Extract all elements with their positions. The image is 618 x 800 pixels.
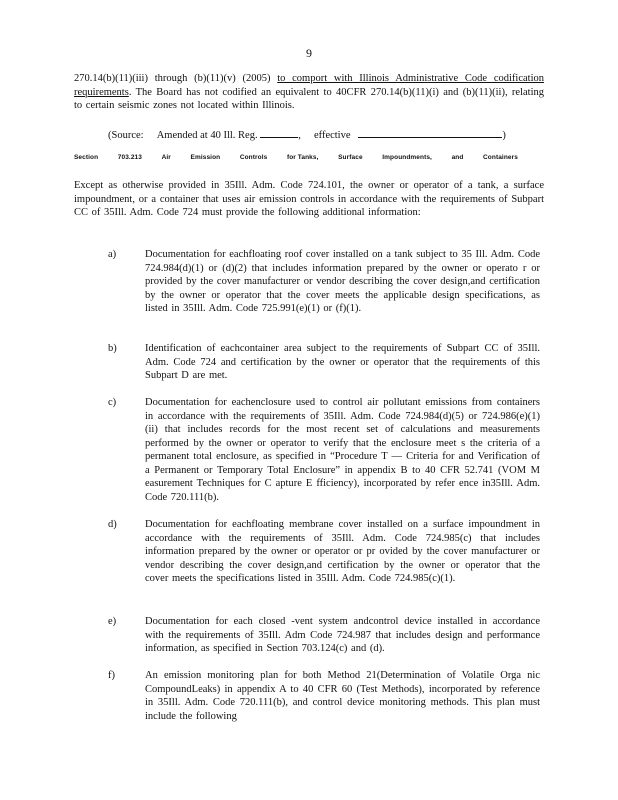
item-label: a): [108, 249, 117, 260]
heading-word: Air: [161, 154, 171, 161]
intro-underlined-text: to comport with Illinois Administrative Code codification requirements: [74, 73, 544, 98]
source-amended: Amended at 40 Ill. Reg.: [156, 130, 258, 141]
heading-word: Containers: [483, 154, 518, 161]
item-text: Documentation for eachenclosure used to control air pollutant emissions from containers in accordance with the requirements of 35Ill. Adm. Code 724.984(d)(5) or 724.986(e)(1)(ii) that includes records for the most recent set of calculations and measurements performed by the owner or operator to verify that the enclosure meet s the criteria of a permanent total enclosure, as specified in “Procedure T — Criteria for and Verification of a Permanent or Temporary Total Enclosure” in appendix B to 40 CFR 52.741 (VOM M easurement Techniques for C apture E fficiency), incorporated by refer ence in35Ill. Adm. Code 720.111(b).: [145, 397, 540, 503]
item-text: Identification of eachcontainer area subject to the requirements of Subpart CC of 35Ill. Adm. Code 724 and certification by the owner or operator that the requirements of this Subpart D are met.: [145, 343, 540, 381]
page-number: 9: [306, 46, 312, 60]
heading-word: Surface: [338, 154, 363, 161]
intro-text-end: . The Board has not codified an equivalent to 40CFR 270.14(b)(11)(i) and (b)(11)(ii), relating to certain seismic zones not located within Illinois.: [74, 86, 544, 111]
section-number: 703.213: [117, 154, 142, 161]
heading-word: Controls: [239, 154, 268, 161]
section-heading: [74, 154, 518, 161]
item-label: b): [108, 343, 117, 354]
intro-paragraph: [74, 72, 544, 113]
item-text: Documentation for eachfloating membrane cover installed on a surface impoundment in accordance with the requirements of 35Ill. Adm. Code 724.985(c) that includes information prepared by the owner or operator or pr ovided by the cover manufacturer or vendor describing the cover design,and certification by the owner or operator that the cover meets the specifications listed in 35Ill. Adm. Code 724.985(c)(1).: [145, 519, 540, 584]
item-label: d): [108, 519, 117, 530]
source-note: [108, 127, 506, 141]
item-text: An emission monitoring plan for both Method 21(Determination of Volatile Orga nic CompoundLeaks) in appendix A to 40 CFR 60 (Test Methods), incorporated by reference in 35Ill. Adm. Code 720.111(b), and control device monitoring methods. This plan must include the following: [145, 670, 540, 722]
register-blank: [260, 127, 298, 138]
item-text: Documentation for eachfloating roof cover installed on a tank subject to 35 Ill. Adm. Code 724.984(d)(1) or (d)(2) that includes information prepared by the owner or operato r or provided by the cover manufacturer or vendor describing the cover design,and certification by the owner or operator that the cover meets the applicable design specifications, as listed in 35Ill. Adm. Code 725.991(e)(1) or (f)(1).: [145, 249, 540, 314]
heading-word: and: [451, 154, 464, 161]
source-effective: effective: [313, 130, 351, 141]
item-label: e): [108, 616, 117, 627]
source-open: (Source:: [108, 130, 144, 141]
source-close: ): [502, 130, 506, 141]
heading-word: Emission: [190, 154, 221, 161]
lead-paragraph: Except as otherwise provided in 35Ill. Adm. Code 724.101, the owner or operator of a tank, a surface impoundment, or a container that uses air emission controls in accordance with the requirements of Subpart CC of 35Ill. Adm. Code 724 must provide the following additional information:: [74, 180, 544, 218]
heading-word: Impoundments,: [382, 154, 432, 161]
item-label: f): [108, 670, 115, 681]
effective-date-blank: [358, 127, 502, 138]
item-text: Documentation for each closed -vent system andcontrol device installed in accordance with the requirements of 35Ill. Adm Code 724.987 that includes design and performance information, as specified in Section 703.124(c) and (d).: [145, 616, 540, 654]
section-word: Section: [74, 154, 99, 161]
item-label: c): [108, 397, 117, 408]
heading-word: for Tanks,: [286, 154, 319, 161]
intro-text-start: 270.14(b)(11)(iii) through (b)(11)(v) (2005): [74, 73, 278, 84]
source-comma: ,: [298, 130, 301, 141]
